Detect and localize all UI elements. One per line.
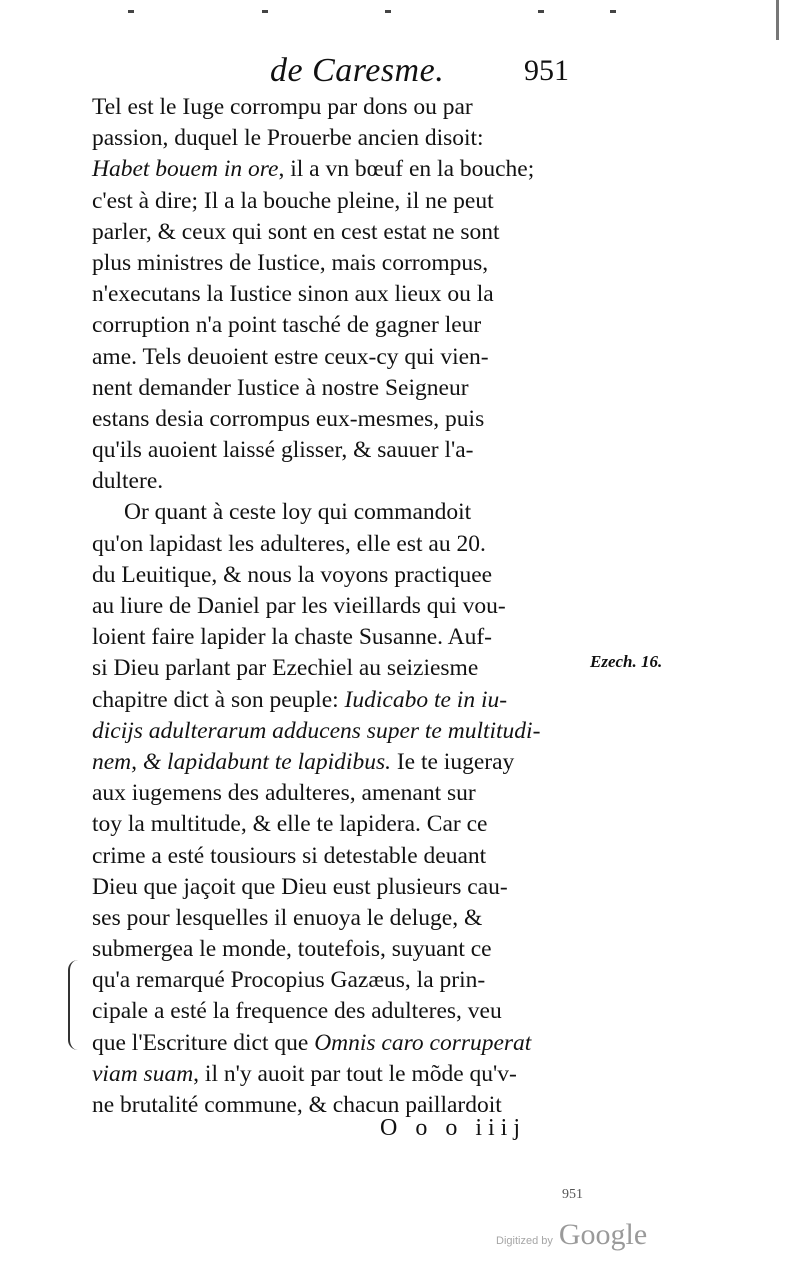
line-text: n'executans la Iustice sinon aux lieux ou la [92, 281, 494, 308]
line-text: , il a vn bœuf en la bouche; [278, 156, 535, 183]
latin-quotation: dicijs adulterarum adducens super te multitudi- [92, 717, 541, 744]
text-line [92, 342, 592, 373]
catchword-signature: O o o iiij [380, 1115, 527, 1141]
watermark-caption: Digitized by [496, 1235, 553, 1247]
text-line [92, 1059, 592, 1090]
line-text: cipale a esté la frequence des adulteres, veu [92, 998, 502, 1025]
text-line [92, 466, 592, 497]
line-text: au liure de Daniel par les vieillards qui vou- [92, 593, 506, 619]
line-text: ses pour lesquelles il enuoya le deluge, & [92, 904, 483, 931]
text-line [92, 373, 592, 404]
text-line [92, 217, 592, 248]
margin-bracket-mark [68, 960, 80, 1050]
line-text: , il n'y auoit par tout le mõde qu'v- [193, 1060, 517, 1087]
line-text: corruption n'a point tasché de gagner leur [92, 312, 482, 339]
text-line [92, 404, 592, 435]
body-text [92, 92, 592, 1121]
text-line [92, 716, 592, 747]
line-text: qu'on lapidast les adulteres, elle est au 20. [92, 530, 486, 557]
line-text: qu'a remarqué Procopius Gazæus, la prin- [92, 967, 486, 994]
text-line [92, 1028, 592, 1059]
top-edge-marks [0, 6, 787, 22]
running-title: de Caresme. [270, 52, 445, 89]
digitization-watermark [496, 1218, 647, 1252]
text-line [92, 248, 592, 279]
page-edge-shadow [776, 0, 779, 40]
margin-note-reference: Ezech. 16. [590, 652, 663, 671]
text-line [92, 123, 592, 154]
line-text: Or quant à ceste loy qui commandoit [124, 499, 472, 526]
page-number: 951 [524, 54, 569, 87]
text-line [92, 186, 592, 217]
text-line [92, 310, 592, 341]
text-line [92, 435, 592, 466]
line-text: que l'Escriture dict que [92, 1029, 315, 1056]
line-text: crime a esté tousiours si detestable deuant [92, 842, 487, 869]
latin-quotation: Habet bouem in ore [92, 156, 279, 183]
line-text: submergea le monde, toutefois, suyuant ce [92, 936, 492, 963]
text-line [92, 903, 592, 934]
line-text: Dieu que jaçoit que Dieu eust plusieurs cau- [92, 873, 508, 900]
line-text: qu'ils auoient laissé glisser, & sauuer l'a- [92, 437, 474, 464]
line-text: parler, & ceux qui sont en cest estat ne sont [92, 218, 500, 245]
text-line [92, 685, 592, 716]
line-text: plus ministres de Iustice, mais corrompus, [92, 249, 489, 276]
latin-quotation: viam suam [92, 1060, 194, 1087]
line-text: passion, duquel le Prouerbe ancien disoit: [92, 125, 484, 152]
text-line [92, 529, 592, 560]
line-text: ame. Tels deuoient estre ceux-cy qui vien- [92, 343, 489, 370]
text-line [92, 154, 592, 185]
line-text: aux iugemens des adulteres, amenant sur [92, 780, 476, 807]
line-text: dultere. [92, 468, 164, 495]
text-line [92, 934, 592, 965]
stray-page-mark: 951 [562, 1187, 583, 1202]
latin-quotation: Iudicabo te in iu- [344, 686, 508, 713]
text-line [92, 872, 592, 903]
line-text: c'est à dire; Il a la bouche pleine, il ne peut [92, 187, 494, 214]
latin-quotation: nem, & lapidabunt te lapidibus. [92, 748, 391, 775]
text-line [92, 622, 592, 653]
line-text: ne brutalité commune, & chacun paillardoit [92, 1092, 502, 1118]
text-line [92, 778, 592, 809]
latin-quotation: Omnis caro corruperat [314, 1029, 532, 1056]
text-line [92, 92, 592, 123]
text-line [92, 809, 592, 840]
text-line [92, 747, 592, 778]
line-text: toy la multitude, & elle te lapidera. Car ce [92, 811, 488, 838]
text-line [92, 965, 592, 996]
line-text: estans desia corrompus eux-mesmes, puis [92, 405, 485, 432]
line-text: Tel est le Iuge corrompu par dons ou par [92, 94, 473, 120]
text-line [92, 653, 592, 684]
line-text: chapitre dict à son peuple: [92, 686, 345, 713]
text-line [92, 279, 592, 310]
watermark-logo-text: Google [558, 1218, 648, 1251]
text-line [92, 497, 592, 528]
line-text: Ie te iugeray [390, 748, 515, 775]
text-line [92, 560, 592, 591]
text-line [92, 841, 592, 872]
text-line [92, 591, 592, 622]
line-text: du Leuitique, & nous la voyons practiquee [92, 561, 493, 588]
line-text: nent demander Iustice à nostre Seigneur [92, 374, 469, 401]
text-line [92, 996, 592, 1027]
line-text: loient faire lapider la chaste Susanne. Auf- [92, 624, 493, 651]
line-text: si Dieu parlant par Ezechiel au seiziesme [92, 655, 479, 682]
